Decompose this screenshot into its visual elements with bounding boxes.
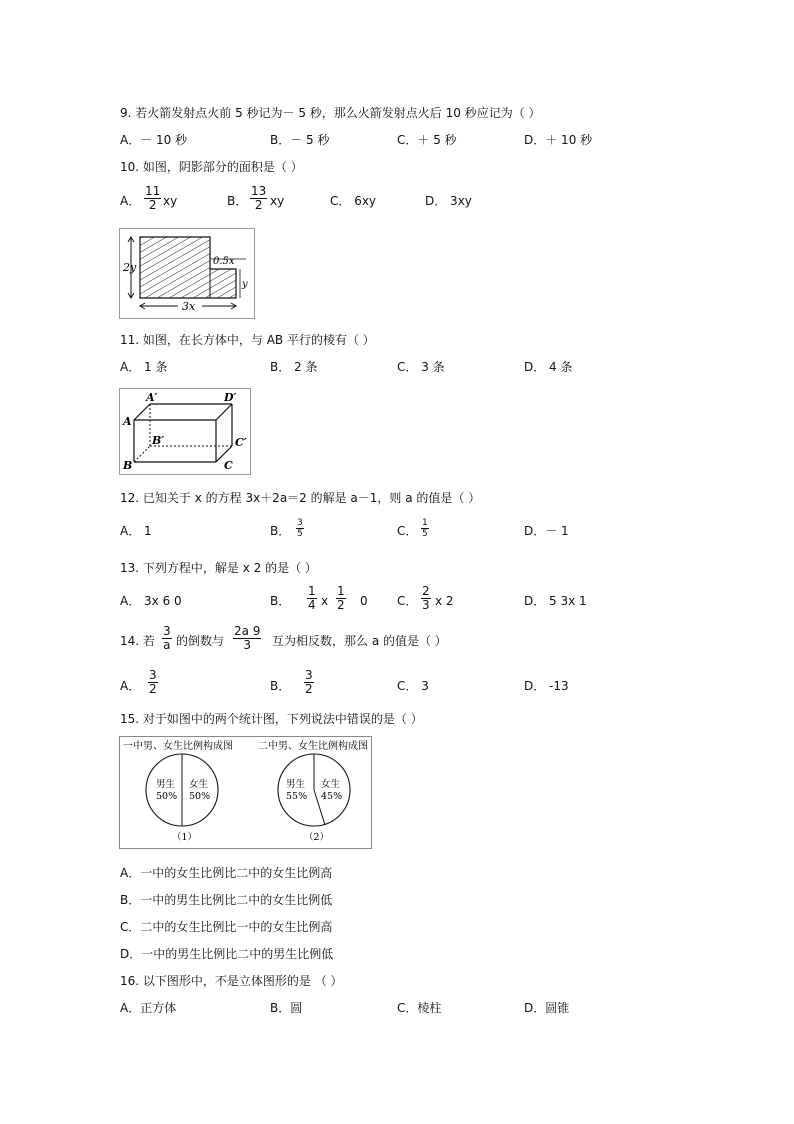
chart1-right-label: 女生 — [189, 779, 209, 790]
q15-option-d: D．一中的男生比例比二中的男生比例低 — [120, 947, 334, 961]
q13-option-b-fraction-2 — [336, 585, 346, 612]
pie-charts-svg — [120, 737, 371, 848]
q13-option-a: A． 3x 6 0 — [120, 594, 182, 608]
fraction-numerator: 3 — [163, 624, 171, 638]
shaded-shape-diagram — [120, 229, 254, 318]
q16-option-a: A．正方体 — [120, 1001, 177, 1015]
q12-stem: 12. 已知关于 x 的方程 3x＋2a＝2 的解是 a－1，则 a 的值是（ ） — [120, 491, 481, 505]
fraction-denominator: 2 — [148, 198, 157, 212]
q14-mid: 的倒数与 — [176, 634, 225, 648]
q9-stem: 9. 若火箭发射点火前 5 秒记为－ 5 秒，那么火箭发射点火后 10 秒应记为（ ） — [120, 106, 541, 120]
q10-option-a-letter: A． — [120, 194, 141, 208]
fraction-numerator: 13 — [251, 184, 267, 198]
chart1-left-label: 男生 — [156, 779, 176, 790]
q10-option-b-tail: xy — [270, 194, 285, 208]
q10-option-b-letter: B． — [227, 194, 248, 208]
chart2-right-label: 女生 — [321, 779, 341, 790]
vertex-A1: A′ — [146, 391, 158, 404]
q12-option-a: A． 1 — [120, 524, 152, 538]
fraction-denominator: 5 — [297, 529, 303, 539]
fraction-numerator: 11 — [145, 184, 161, 198]
q16-stem: 16. 以下图形中，不是立体图形的是 （ ） — [120, 974, 343, 988]
fraction-numerator: 3 — [305, 668, 313, 682]
fraction-denominator: 2 — [149, 682, 157, 696]
q10-figure-shaded-area — [119, 228, 255, 319]
q14-option-a-letter: A． — [120, 679, 141, 693]
chart1-title: 一中男、女生比例构成图 — [123, 741, 233, 752]
q14-option-a-fraction — [148, 669, 158, 696]
q14-lead: 14. 若 — [120, 634, 155, 648]
q11-stem: 11. 如图，在长方体中，与 AB 平行的棱有（ ） — [120, 333, 375, 347]
q13-option-d: D． 5 3x 1 — [524, 594, 587, 608]
q10-stem: 10. 如图，阴影部分的面积是（ ） — [120, 160, 303, 174]
q13-stem: 13. 下列方程中，解是 x 2 的是（ ） — [120, 561, 317, 575]
vertex-B: B — [123, 459, 133, 472]
fraction-denominator: 2 — [254, 198, 263, 212]
chart2-left-pct: 55% — [286, 791, 308, 802]
fraction-numerator: 1 — [337, 584, 345, 598]
shaded-region — [140, 237, 236, 298]
q11-option-a: A． 1 条 — [120, 360, 168, 374]
fraction-denominator: 2 — [337, 598, 345, 612]
q9-option-c: C．＋ 5 秒 — [397, 133, 457, 147]
q14-option-b-letter: B． — [270, 679, 291, 693]
q13-option-b-letter: B． — [270, 594, 291, 608]
q11-figure-cuboid — [119, 388, 251, 475]
chart1-right-pct: 50% — [189, 791, 211, 802]
fraction-denominator: 5 — [422, 529, 428, 539]
fraction-numerator: 1 — [308, 584, 316, 598]
chart2-caption: （2） — [304, 832, 330, 843]
q16-option-d: D．圆锥 — [524, 1001, 570, 1015]
chart1-caption: （1） — [172, 832, 198, 843]
q14-option-b-fraction — [304, 669, 314, 696]
q11-option-d: D． 4 条 — [524, 360, 573, 374]
vertex-B1: B′ — [152, 434, 165, 447]
q12-option-b-letter: B． — [270, 524, 291, 538]
q14-option-c: C． 3 — [397, 679, 429, 693]
q16-option-c: C．棱柱 — [397, 1001, 442, 1015]
q10-option-b-fraction — [250, 185, 267, 212]
q12-option-d: D．－ 1 — [524, 524, 569, 538]
q10-option-a-tail: xy — [163, 194, 178, 208]
edge-D-D1 — [216, 404, 232, 420]
q15-pie-charts — [119, 736, 372, 849]
q15-option-c: C．二中的女生比例比一中的女生比例高 — [120, 920, 333, 934]
q16-option-b: B．圆 — [270, 1001, 303, 1015]
q9-option-a: A．－ 10 秒 — [120, 133, 188, 147]
q10-option-c: C． 6xy — [330, 194, 377, 208]
fraction-denominator: 3 — [422, 598, 430, 612]
fraction-numerator: 3 — [149, 668, 157, 682]
label-y: y — [242, 279, 248, 290]
q13-option-b-mid: x — [321, 594, 329, 608]
hidden-edge-B-B1 — [134, 446, 150, 462]
q12-option-c-letter: C． — [397, 524, 418, 538]
label-3x: 3x — [182, 300, 196, 313]
q9-option-d: D．＋ 10 秒 — [524, 133, 593, 147]
q15-option-b: B．一中的男生比例比二中的女生比例低 — [120, 893, 333, 907]
q14-fraction-1 — [162, 625, 172, 652]
label-05x: 0.5x — [213, 256, 235, 267]
edge-A-A1 — [134, 404, 150, 420]
q12-option-c-fraction — [421, 518, 429, 539]
q10-option-a-fraction — [144, 185, 161, 212]
q15-stem: 15. 对于如图中的两个统计图，下列说法中错误的是（ ） — [120, 712, 423, 726]
q12-option-b-fraction — [296, 518, 304, 539]
label-2y: 2y — [123, 261, 137, 274]
q15-option-a: A．一中的女生比例比二中的女生比例高 — [120, 866, 333, 880]
q13-option-b-tail: 0 — [360, 594, 368, 608]
fraction-numerator: 2a 9 — [234, 624, 261, 638]
q11-option-b: B． 2 条 — [270, 360, 318, 374]
q13-option-c-tail: x 2 — [435, 594, 454, 608]
fraction-denominator: a — [163, 638, 171, 652]
q14-fraction-2 — [233, 625, 261, 652]
chart1-left-pct: 50% — [156, 791, 178, 802]
chart2-right-pct: 45% — [321, 791, 343, 802]
q14-tail: 互为相反数，那么 a 的值是（ ） — [272, 634, 447, 648]
q9-option-b: B．－ 5 秒 — [270, 133, 330, 147]
vertex-D1: D′ — [224, 391, 237, 404]
fraction-denominator: 2 — [305, 682, 313, 696]
q14-option-d: D． -13 — [524, 679, 569, 693]
vertex-A: A — [123, 415, 132, 428]
chart2-title: 二中男、女生比例构成图 — [258, 741, 368, 752]
chart2-left-label: 男生 — [286, 779, 306, 790]
q11-option-c: C． 3 条 — [397, 360, 445, 374]
fraction-denominator: 4 — [308, 598, 316, 612]
fraction-numerator: 1 — [422, 518, 428, 528]
q13-option-b-fraction-1 — [307, 585, 317, 612]
fraction-denominator: 3 — [243, 638, 252, 652]
q13-option-c-letter: C． — [397, 594, 418, 608]
q13-option-c-fraction — [421, 585, 431, 612]
q10-option-d: D． 3xy — [425, 194, 472, 208]
fraction-numerator: 3 — [297, 518, 303, 528]
vertex-C1: C′ — [235, 436, 247, 449]
vertex-C: C — [224, 459, 233, 472]
fraction-numerator: 2 — [422, 584, 430, 598]
cuboid-diagram — [120, 389, 250, 474]
